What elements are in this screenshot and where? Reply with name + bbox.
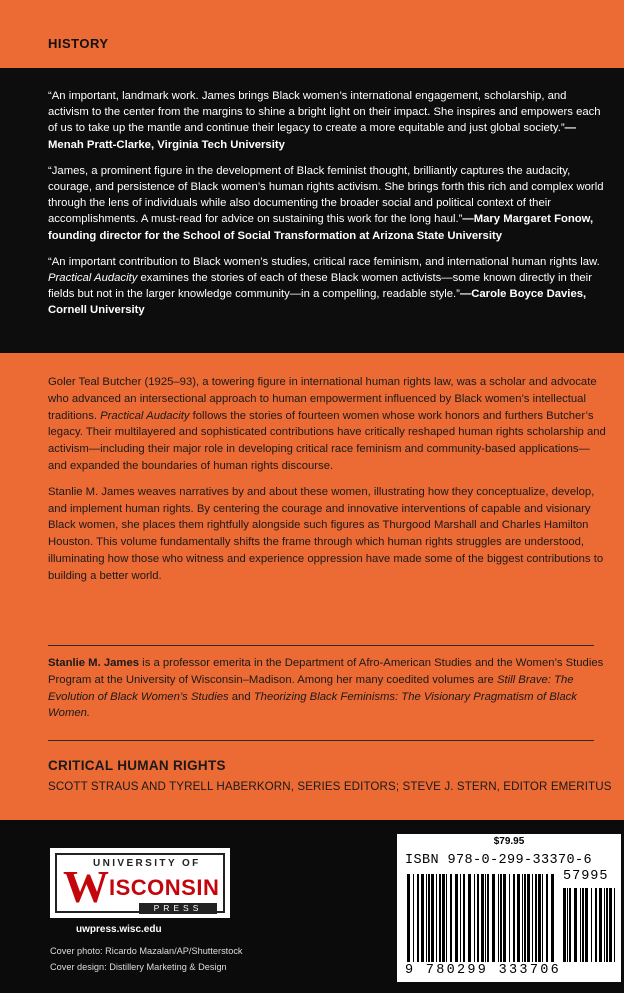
logo-university-text: UNIVERSITY OF — [93, 858, 201, 869]
barcode-icon — [397, 834, 621, 982]
book-title-italic: Still Brave: The Evolution of Black Women’s Studies — [48, 673, 574, 703]
logo-border — [55, 853, 225, 913]
blurb — [48, 88, 604, 153]
price-addon-code: 57995 — [563, 869, 609, 884]
description-text: follows the stories of fourteen women whose work honors and furthers Butcher’s legacy. Their multilayered and sophisticated contributions have critically reshaped human rights scholarship and activism—including their major role in developing critical race feminism and community-based applications—and expanded the boundaries of human rights discourse. — [48, 409, 606, 472]
book-title-italic: Theorizing Black Feminisms: The Visionary Pragmatism of Black Women. — [48, 690, 577, 720]
bio-text: is a professor emerita in the Department of Afro-American Studies and the Women’s Studies Program at the University of Wisconsin–Madison. Among her many coedited volumes are — [48, 657, 604, 686]
series-editors: SCOTT STRAUS AND TYRELL HABERKORN, SERIES EDITORS; STEVE J. STERN, EDITOR EMERITUS — [48, 780, 612, 793]
barcode-box — [397, 834, 621, 982]
description-text: Goler Teal Butcher (1925–93), a towering figure in international human rights law, was a scholar and advocate who advanced an intersectional approach to human empowerment influenced by Black women’s intellectual traditions. — [48, 376, 597, 422]
isbn-text: ISBN 978-0-299-33370-6 — [405, 853, 593, 868]
blurb-text: “An important contribution to Black women’s studies, critical race feminism, and international human rights law. — [48, 255, 600, 268]
author-bio — [48, 655, 608, 722]
blurb-source: —Mary Margaret Fonow, founding director for the School of Social Transformation at Arizona State University — [48, 213, 594, 242]
ean-digits: 9 780299 333706 — [405, 963, 562, 978]
logo-press-text: PRESS — [139, 903, 217, 914]
book-title-italic: Practical Audacity — [100, 409, 190, 422]
description-paragraph — [48, 374, 608, 475]
blurb — [48, 163, 604, 244]
blurb-text: “An important, landmark work. James brings Black women’s international engagement, scholarship, and activism to the center from the margins to shine a bright light on their impact. She inspires and empowers each of us to take up the mantle and continue their legacy to create a more equitable and just global society.” — [48, 90, 601, 135]
divider — [48, 740, 594, 741]
blurb-text: “James, a prominent figure in the development of Black feminist thought, brilliantly captures the audacity, courage, and persistence of Black women’s human rights activism. She brings forth this rich and complex world through the lens of individuals while also documenting the broader social and political context of their accomplishments. A must-read for advice on sustaining this work for the long haul.” — [48, 164, 604, 226]
blurb-source: —Menah Pratt-Clarke, Virginia Tech University — [48, 122, 576, 151]
book-title-italic: Practical Audacity — [48, 272, 138, 285]
description-paragraph: Stanlie M. James weaves narratives by and about these women, illustrating how they conceptualize, develop, and implement human rights. By centering the courage and innovative interventions of capable and visionary Black women, she places them rightfully alongside such figures as Thurgood Marshall and Charles Hamilton Houston. This volume fundamentally shifts the frame through which human rights struggles are understood, illuminating how those who witness and experience oppression have made some of the biggest contributions to building a better world. — [48, 485, 604, 582]
blurbs-panel — [0, 68, 624, 353]
bio-text: and — [228, 690, 254, 703]
footer-panel — [0, 820, 624, 993]
divider — [48, 645, 594, 646]
logo-wisconsin-text: ISCONSIN — [109, 875, 220, 900]
blurb-text: examines the stories of each of these Black women activists—some known directly in their fields but not in the larger knowledge community—in a compelling, readable style.” — [48, 272, 592, 301]
series-title: CRITICAL HUMAN RIGHTS — [48, 758, 226, 773]
price: $79.95 — [493, 836, 525, 847]
book-description — [48, 374, 608, 594]
publisher-logo — [50, 848, 230, 918]
blurb — [48, 254, 604, 319]
category-label: HISTORY — [48, 36, 109, 51]
cover-photo-credit: Cover photo: Ricardo Mazalan/AP/Shutterstock — [50, 946, 243, 956]
publisher-url[interactable]: uwpress.wisc.edu — [76, 924, 162, 935]
cover-design-credit: Cover design: Distillery Marketing & Design — [50, 962, 227, 972]
author-name: Stanlie M. James — [48, 657, 140, 669]
blurb-source: —Carole Boyce Davies, Cornell University — [48, 288, 587, 317]
logo-w-mark: W — [63, 861, 109, 912]
